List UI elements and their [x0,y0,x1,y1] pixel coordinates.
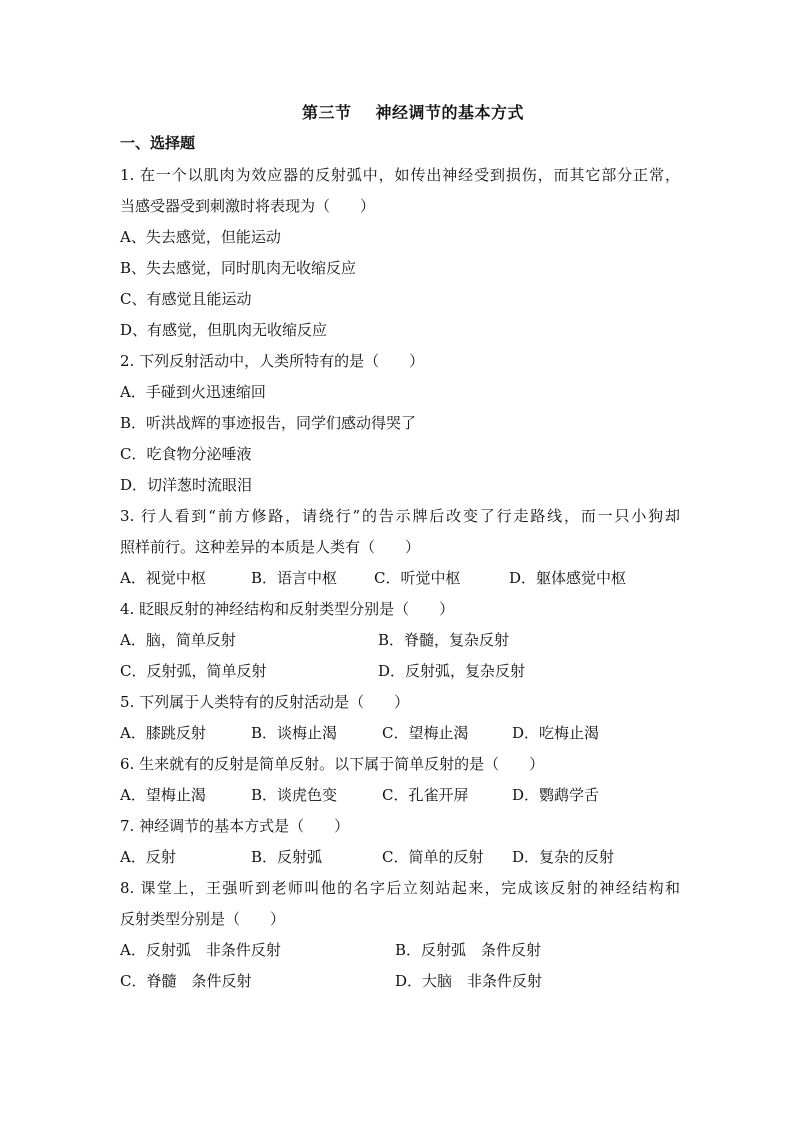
question-1-option-b: B、失去感觉，同时肌肉无收缩反应 [120,259,357,277]
question-3-option-b: B．语言中枢 [251,569,338,587]
question-7-option-a: A．反射 [120,848,176,866]
question-3-stem-line2: 照样前行。这种差异的本质是人类有（ ） [120,538,421,556]
question-4-option-a: A．脑，简单反射 [120,631,236,649]
question-3-option-c: C．听觉中枢 [374,569,461,587]
question-8-option-d: D．大脑 非条件反射 [395,972,543,990]
question-6-option-b: B．谈虎色变 [251,786,338,804]
question-8-stem-line1: 8. 课堂上，王强听到老师叫他的名字后立刻站起来，完成该反射的神经结构和 [120,879,680,897]
question-6-option-d: D．鹦鹉学舌 [512,786,600,804]
question-6-options [120,780,680,811]
question-6-option-c: C．孔雀开屏 [382,786,469,804]
question-3-option-a: A．视觉中枢 [120,569,206,587]
question-8-options-row2 [120,966,680,997]
question-7-option-c: C．简单的反射 [382,848,484,866]
title-text: 神经调节的基本方式 [375,103,525,122]
question-3-options [120,563,680,594]
question-1-option-c: C、有感觉且能运动 [120,290,252,308]
section-heading: 一、选择题 [120,134,196,152]
question-5-options [120,718,680,749]
question-7-options [120,842,680,873]
question-4-option-c: C．反射弧，简单反射 [120,662,267,680]
question-2-option-b: B．听洪战辉的事迹报告，同学们感动得哭了 [120,414,417,432]
question-6-option-a: A．望梅止渴 [120,786,206,804]
question-2-option-a: A．手碰到火迅速缩回 [120,383,266,401]
question-3-option-d: D．躯体感觉中枢 [509,569,627,587]
question-8-stem-line2: 反射类型分别是（ ） [120,910,286,928]
question-5-option-b: B．谈梅止渴 [251,724,338,742]
question-5-option-a: A．膝跳反射 [120,724,206,742]
question-4-options-row2 [120,656,680,687]
question-4-options-row1 [120,625,680,656]
question-2-option-d: D．切洋葱时流眼泪 [120,476,253,494]
question-7-option-d: D．复杂的反射 [512,848,615,866]
question-7-option-b: B．反射弧 [251,848,323,866]
question-5-stem: 5. 下列属于人类特有的反射活动是（ ） [120,693,410,711]
question-2-option-c: C．吃食物分泌唾液 [120,445,252,463]
question-6-stem: 6. 生来就有的反射是简单反射。以下属于简单反射的是（ ） [120,755,545,773]
question-3-stem-line1: 3. 行人看到“前方修路，请绕行”的告示牌后改变了行走路线，而一只小狗却 [120,507,680,525]
question-5-option-c: C．望梅止渴 [382,724,469,742]
question-8-option-a: A．反射弧 非条件反射 [120,941,281,959]
question-4-option-d: D．反射弧，复杂反射 [378,662,526,680]
question-8-options-row1 [120,935,680,966]
question-8-option-b: B．反射弧 条件反射 [395,941,542,959]
question-5-option-d: D．吃梅止渴 [512,724,600,742]
question-4-option-b: B．脊髓，复杂反射 [378,631,510,649]
question-2-stem: 2. 下列反射活动中，人类所特有的是（ ） [120,352,425,370]
question-1-option-a: A、失去感觉，但能运动 [120,228,281,246]
question-8-option-c: C．脊髓 条件反射 [120,972,252,990]
question-list [120,160,680,997]
question-4-stem: 4. 眨眼反射的神经结构和反射类型分别是（ ） [120,600,455,618]
question-1-option-d: D、有感觉，但肌肉无收缩反应 [120,321,328,339]
question-1-stem-line2: 当感受器受到刺激时将表现为（ ） [120,197,376,215]
question-7-stem: 7. 神经调节的基本方式是（ ） [120,817,350,835]
question-1-stem-line1: 1. 在一个以肌肉为效应器的反射弧中，如传出神经受到损伤，而其它部分正常， [120,166,680,184]
title-section-number: 第三节 [301,103,352,122]
page-title [0,100,794,123]
